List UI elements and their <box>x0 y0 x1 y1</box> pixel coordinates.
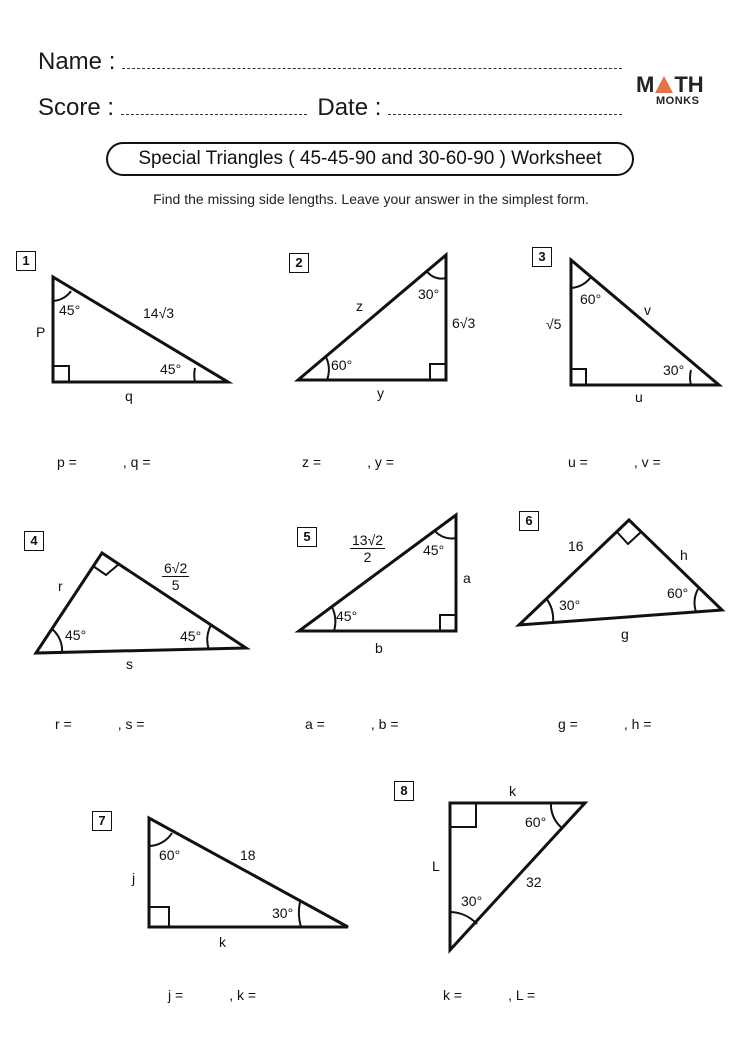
p4-bottom-side: s <box>126 656 133 672</box>
answer-input-s[interactable] <box>145 718 191 732</box>
answer-label-b: , b = <box>370 716 399 732</box>
worksheet-title: Special Triangles ( 45-45-90 and 30-60-90 ) Worksheet <box>106 142 634 176</box>
p6-bottom-side: g <box>621 626 629 642</box>
answer-label-j: j = <box>168 987 184 1003</box>
p6-angle-left: 30° <box>559 597 581 613</box>
p5-angle-top: 45° <box>423 542 445 558</box>
problem-number-8: 8 <box>394 781 414 801</box>
p6-left-side: 16 <box>568 538 584 554</box>
p3-angle-right: 30° <box>663 362 685 378</box>
name-label: Name : <box>38 48 116 75</box>
answer-input-k7[interactable] <box>256 989 302 1003</box>
p2-hypotenuse: z <box>356 298 363 314</box>
p2-right-side: 6√3 <box>452 315 476 331</box>
answer-input-r[interactable] <box>72 718 118 732</box>
answer-label-q: , q = <box>122 454 151 470</box>
math-monks-logo <box>636 72 710 112</box>
p3-hypotenuse: v <box>644 302 651 318</box>
problem-number-3: 3 <box>532 247 552 267</box>
p7-angle-top: 60° <box>159 847 181 863</box>
problem-number-6: 6 <box>519 511 539 531</box>
answer-row-3 <box>568 454 707 470</box>
answer-label-v: , v = <box>633 454 661 470</box>
name-field[interactable] <box>122 54 622 69</box>
answer-label-g: g = <box>558 716 578 732</box>
p5-right-side: a <box>463 570 471 586</box>
problem-number-1: 1 <box>16 251 36 271</box>
triangle-6 <box>519 520 722 625</box>
problem-number-7: 7 <box>92 811 112 831</box>
p8-left-side: L <box>432 858 440 874</box>
triangle-8 <box>450 803 585 950</box>
date-field[interactable] <box>388 100 622 115</box>
score-label: Score : <box>38 94 115 121</box>
p5-bottom-side: b <box>375 640 383 656</box>
answer-row-7 <box>168 987 302 1003</box>
p7-bottom-side: k <box>219 934 226 950</box>
answer-row-6 <box>558 716 698 732</box>
p1-left-side: P <box>36 324 46 340</box>
name-row <box>38 48 622 76</box>
p7-hypotenuse: 18 <box>240 847 256 863</box>
date-label: Date : <box>317 94 382 121</box>
score-date-row <box>38 94 622 122</box>
p8-angle-top: 60° <box>525 814 547 830</box>
answer-label-k7: , k = <box>229 987 257 1003</box>
p8-angle-bottom: 30° <box>461 893 483 909</box>
answer-label-u: u = <box>568 454 588 470</box>
p6-right-side: h <box>680 547 688 563</box>
answer-input-k8[interactable] <box>462 989 508 1003</box>
p1-angle-right: 45° <box>160 361 182 377</box>
p3-left-side: √5 <box>546 316 562 332</box>
p1-bottom-side: q <box>125 388 133 404</box>
problem-number-4: 4 <box>24 531 44 551</box>
answer-input-g[interactable] <box>578 718 624 732</box>
p2-angle-top: 30° <box>418 286 440 302</box>
answer-row-5 <box>305 716 445 732</box>
answer-row-2 <box>302 454 440 470</box>
answer-input-a[interactable] <box>325 718 371 732</box>
p4-angle-left: 45° <box>65 627 87 643</box>
p4-right-denominator: 5 <box>171 577 180 593</box>
p1-angle-top: 45° <box>59 302 81 318</box>
logo-math-text: M TH <box>636 72 704 97</box>
answer-label-z: z = <box>302 454 322 470</box>
logo-triangle-icon <box>655 76 673 93</box>
answer-input-p[interactable] <box>77 456 123 470</box>
answer-label-s: , s = <box>117 716 145 732</box>
p4-right-side-fraction <box>162 560 189 593</box>
answer-row-1 <box>57 454 197 470</box>
p5-angle-left: 45° <box>336 608 358 624</box>
triangle-3 <box>571 260 719 385</box>
answer-label-a: a = <box>305 716 325 732</box>
p8-top-side: k <box>509 783 516 799</box>
p3-bottom-side: u <box>635 389 643 405</box>
triangle-7 <box>149 818 348 927</box>
p6-angle-right: 60° <box>667 585 689 601</box>
p4-left-side: r <box>58 578 63 594</box>
answer-input-u[interactable] <box>588 456 634 470</box>
p1-hypotenuse: 14√3 <box>143 305 175 321</box>
p5-hypotenuse-fraction <box>350 532 385 565</box>
p7-angle-right: 30° <box>272 905 294 921</box>
p3-angle-top: 60° <box>580 291 602 307</box>
triangle-1 <box>53 277 228 382</box>
answer-row-4 <box>55 716 191 732</box>
answer-label-h: , h = <box>623 716 652 732</box>
p2-bottom-side: y <box>377 385 384 401</box>
answer-input-h[interactable] <box>652 718 698 732</box>
p5-hyp-numerator: 13√2 <box>352 532 384 548</box>
answer-input-y[interactable] <box>394 456 440 470</box>
answer-input-j[interactable] <box>183 989 229 1003</box>
instructions: Find the missing side lengths. Leave your answer in the simplest form. <box>153 191 589 207</box>
answer-label-y: , y = <box>367 454 394 470</box>
p5-hyp-denominator: 2 <box>363 549 372 565</box>
p7-left-side: j <box>132 870 136 886</box>
answer-input-q[interactable] <box>151 456 197 470</box>
answer-label-r: r = <box>55 716 72 732</box>
p4-angle-right: 45° <box>180 628 202 644</box>
answer-input-L[interactable] <box>535 989 581 1003</box>
problem-number-2: 2 <box>289 253 309 273</box>
answer-label-k8: k = <box>443 987 463 1003</box>
problem-number-5: 5 <box>297 527 317 547</box>
p2-angle-left: 60° <box>331 357 353 373</box>
answer-label-p: p = <box>57 454 77 470</box>
answer-input-v[interactable] <box>661 456 707 470</box>
logo-monks-text: MONKS <box>656 95 700 107</box>
p8-hypotenuse: 32 <box>526 874 542 890</box>
answer-label-L: , L = <box>508 987 536 1003</box>
answer-input-z[interactable] <box>321 456 367 470</box>
score-field[interactable] <box>121 100 307 115</box>
p4-right-numerator: 6√2 <box>164 560 188 576</box>
triangle-2 <box>298 255 446 380</box>
answer-input-b[interactable] <box>399 718 445 732</box>
answer-row-8 <box>443 987 581 1003</box>
